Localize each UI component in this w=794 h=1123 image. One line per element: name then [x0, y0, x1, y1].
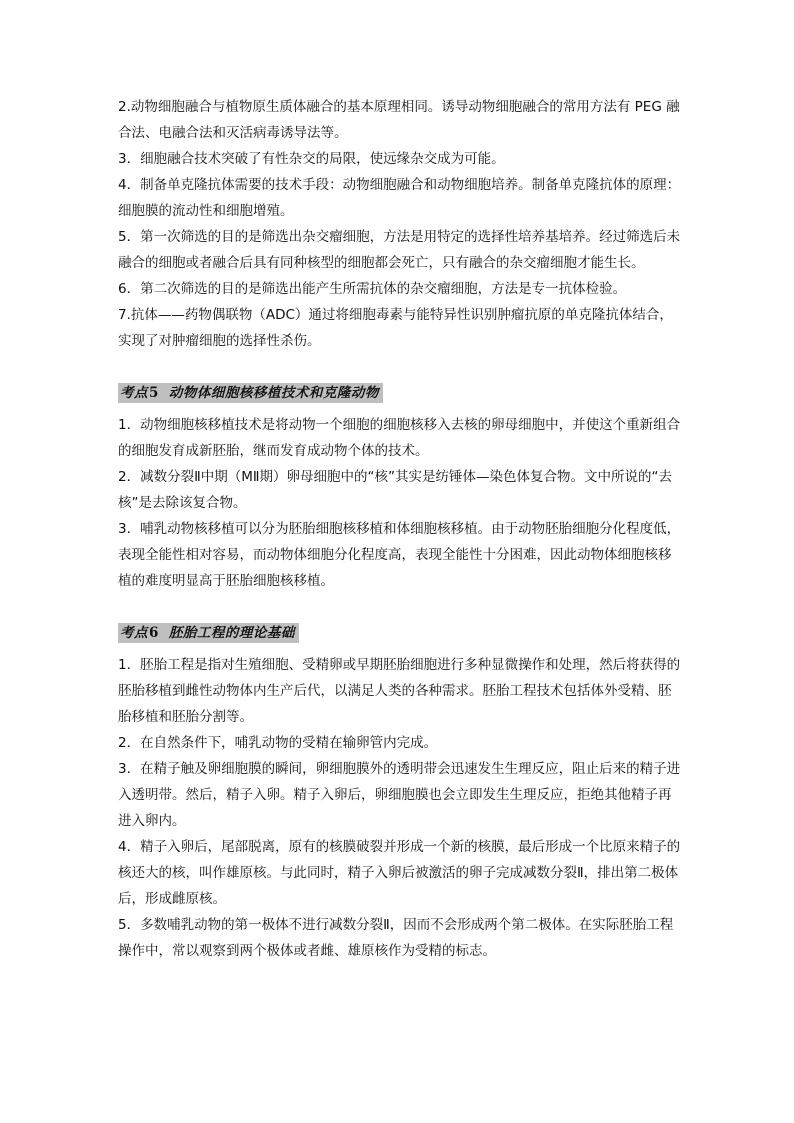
paragraph: 3．在精子触及卵细胞膜的瞬间，卵细胞膜外的透明带会迅速发生生理反应，阻止后来的精子进入透明带。然后，精子入卵。精子入卵后，卵细胞膜也会立即发生生理反应，拒绝其他精子再进入卵内。: [118, 761, 681, 829]
paragraph: 3．哺乳动物核移植可以分为胚胎细胞核移植和体细胞核移植。由于动物胚胎细胞分化程度低，表现全能性相对容易，而动物体细胞分化程度高，表现全能性十分困难，因此动物体细胞核移植的难度明显高于胚胎细胞核移植。: [118, 521, 681, 589]
paragraph: 6．第二次筛选的目的是筛选出能产生所需抗体的杂交瘤细胞，方法是专一抗体检验。: [118, 281, 627, 297]
paragraph: 5．多数哺乳动物的第一极体不进行减数分裂Ⅱ，因而不会形成两个第二极体。在实际胚胎工程操作中，常以观察到两个极体或者雌、雄原核作为受精的标志。: [118, 917, 674, 959]
section-heading-highlight: [118, 623, 299, 643]
paragraph: 4．精子入卵后，尾部脱离，原有的核膜破裂并形成一个新的核膜，最后形成一个比原来精子的核还大的核，叫作雄原核。与此同时，精子入卵后被激活的卵子完成减数分裂Ⅱ，排出第二极体后，形成雌原核。: [118, 839, 681, 907]
heading-number: 5: [149, 385, 159, 401]
section-6-heading: [118, 620, 684, 646]
heading-title: 胚胎工程的理论基础: [168, 625, 295, 641]
heading-number: 6: [149, 625, 159, 641]
heading-label: 考点: [120, 385, 148, 401]
section-spacer: [118, 354, 684, 380]
section-5-heading: [118, 380, 684, 406]
section-cell-fusion-continued: [118, 94, 684, 354]
paragraph: 2.动物细胞融合与植物原生质体融合的基本原理相同。诱导动物细胞融合的常用方法有 PEG 融合法、电融合法和灭活病毒诱导法等。: [118, 99, 680, 141]
section-5: [118, 380, 684, 594]
paragraph: 2．减数分裂Ⅱ中期（MⅡ期）卵母细胞中的“核”其实是纺锤体—染色体复合物。文中所说的“去核”是去除该复合物。: [118, 469, 673, 511]
section-spacer: [118, 594, 684, 620]
paragraph: 2．在自然条件下，哺乳动物的受精在输卵管内完成。: [118, 735, 438, 751]
paragraph: 1．胚胎工程是指对生殖细胞、受精卵或早期胚胎细胞进行多种显微操作和处理，然后将获得的胚胎移植到雌性动物体内生产后代，以满足人类的各种需求。胚胎工程技术包括体外受精、胚胎移植和胚胎分割等。: [118, 657, 681, 725]
heading-label: 考点: [120, 625, 148, 641]
paragraph: 7.抗体——药物偶联物（ADC）通过将细胞毒素与能特异性识别肿瘤抗原的单克隆抗体结合，实现了对肿瘤细胞的选择性杀伤。: [118, 307, 673, 349]
section-heading-highlight: [118, 383, 383, 403]
paragraph: 4．制备单克隆抗体需要的技术手段：动物细胞融合和动物细胞培养。制备单克隆抗体的原理：细胞膜的流动性和细胞增殖。: [118, 177, 681, 219]
paragraph: 3．细胞融合技术突破了有性杂交的局限，使远缘杂交成为可能。: [118, 151, 505, 167]
section-6: [118, 620, 684, 964]
paragraph: 1．动物细胞核移植技术是将动物一个细胞的细胞核移入去核的卵母细胞中，并使这个重新组合的细胞发育成新胚胎，继而发育成动物个体的技术。: [118, 417, 681, 459]
paragraph: 5．第一次筛选的目的是筛选出杂交瘤细胞，方法是用特定的选择性培养基培养。经过筛选后未融合的细胞或者融合后具有同种核型的细胞都会死亡，只有融合的杂交瘤细胞才能生长。: [118, 229, 681, 271]
page-content: [118, 94, 684, 964]
heading-title: 动物体细胞核移植技术和克隆动物: [168, 385, 379, 401]
